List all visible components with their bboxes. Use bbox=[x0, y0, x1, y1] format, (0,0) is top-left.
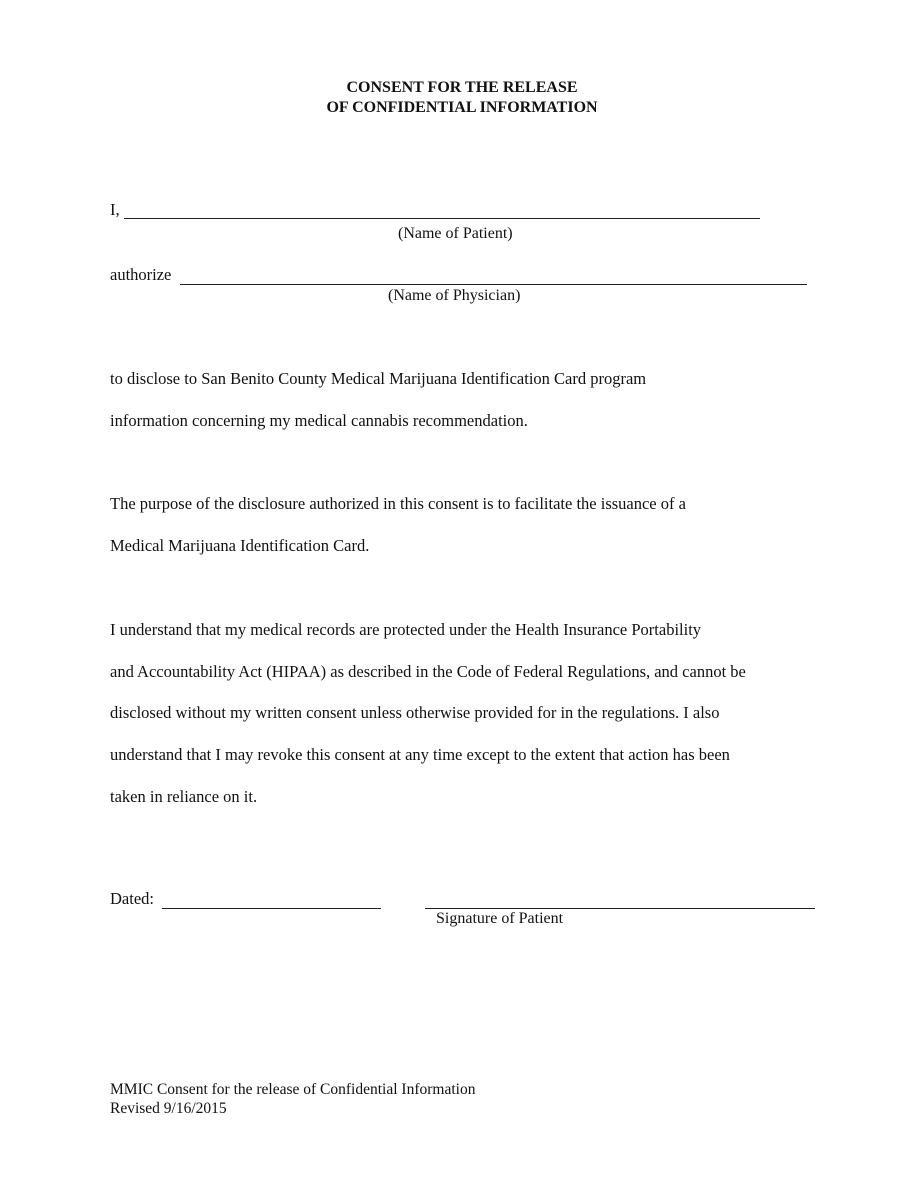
footer-form-name: MMIC Consent for the release of Confidential Information bbox=[110, 1081, 476, 1098]
patient-name-caption: (Name of Patient) bbox=[398, 225, 513, 242]
patient-name-line[interactable] bbox=[124, 218, 760, 219]
physician-label: authorize bbox=[110, 265, 172, 284]
dated-label: Dated: bbox=[110, 889, 154, 908]
document-title-line-2: OF CONFIDENTIAL INFORMATION bbox=[326, 99, 598, 116]
paragraph-line: taken in reliance on it. bbox=[110, 787, 258, 806]
signature-line[interactable] bbox=[425, 908, 815, 909]
paragraph-line: information concerning my medical cannabis recommendation. bbox=[110, 411, 528, 430]
physician-name-line[interactable] bbox=[180, 284, 807, 285]
paragraph-line: and Accountability Act (HIPAA) as described in the Code of Federal Regulations, and cannot be bbox=[110, 662, 746, 681]
patient-label: I, bbox=[110, 200, 120, 219]
paragraph-line: understand that I may revoke this consent at any time except to the extent that action has been bbox=[110, 745, 730, 764]
document-title-line-1: CONSENT FOR THE RELEASE bbox=[346, 79, 578, 96]
date-line[interactable] bbox=[162, 908, 381, 909]
physician-name-caption: (Name of Physician) bbox=[388, 287, 521, 304]
paragraph-line: to disclose to San Benito County Medical Marijuana Identification Card program bbox=[110, 369, 647, 388]
footer-revision-date: Revised 9/16/2015 bbox=[110, 1100, 227, 1117]
paragraph-line: disclosed without my written consent unless otherwise provided for in the regulations. I also bbox=[110, 703, 720, 722]
paragraph-line: The purpose of the disclosure authorized in this consent is to facilitate the issuance of a bbox=[110, 494, 686, 513]
paragraph-line: Medical Marijuana Identification Card. bbox=[110, 536, 370, 555]
paragraph-line: I understand that my medical records are protected under the Health Insurance Portability bbox=[110, 620, 702, 639]
signature-caption: Signature of Patient bbox=[436, 910, 564, 927]
